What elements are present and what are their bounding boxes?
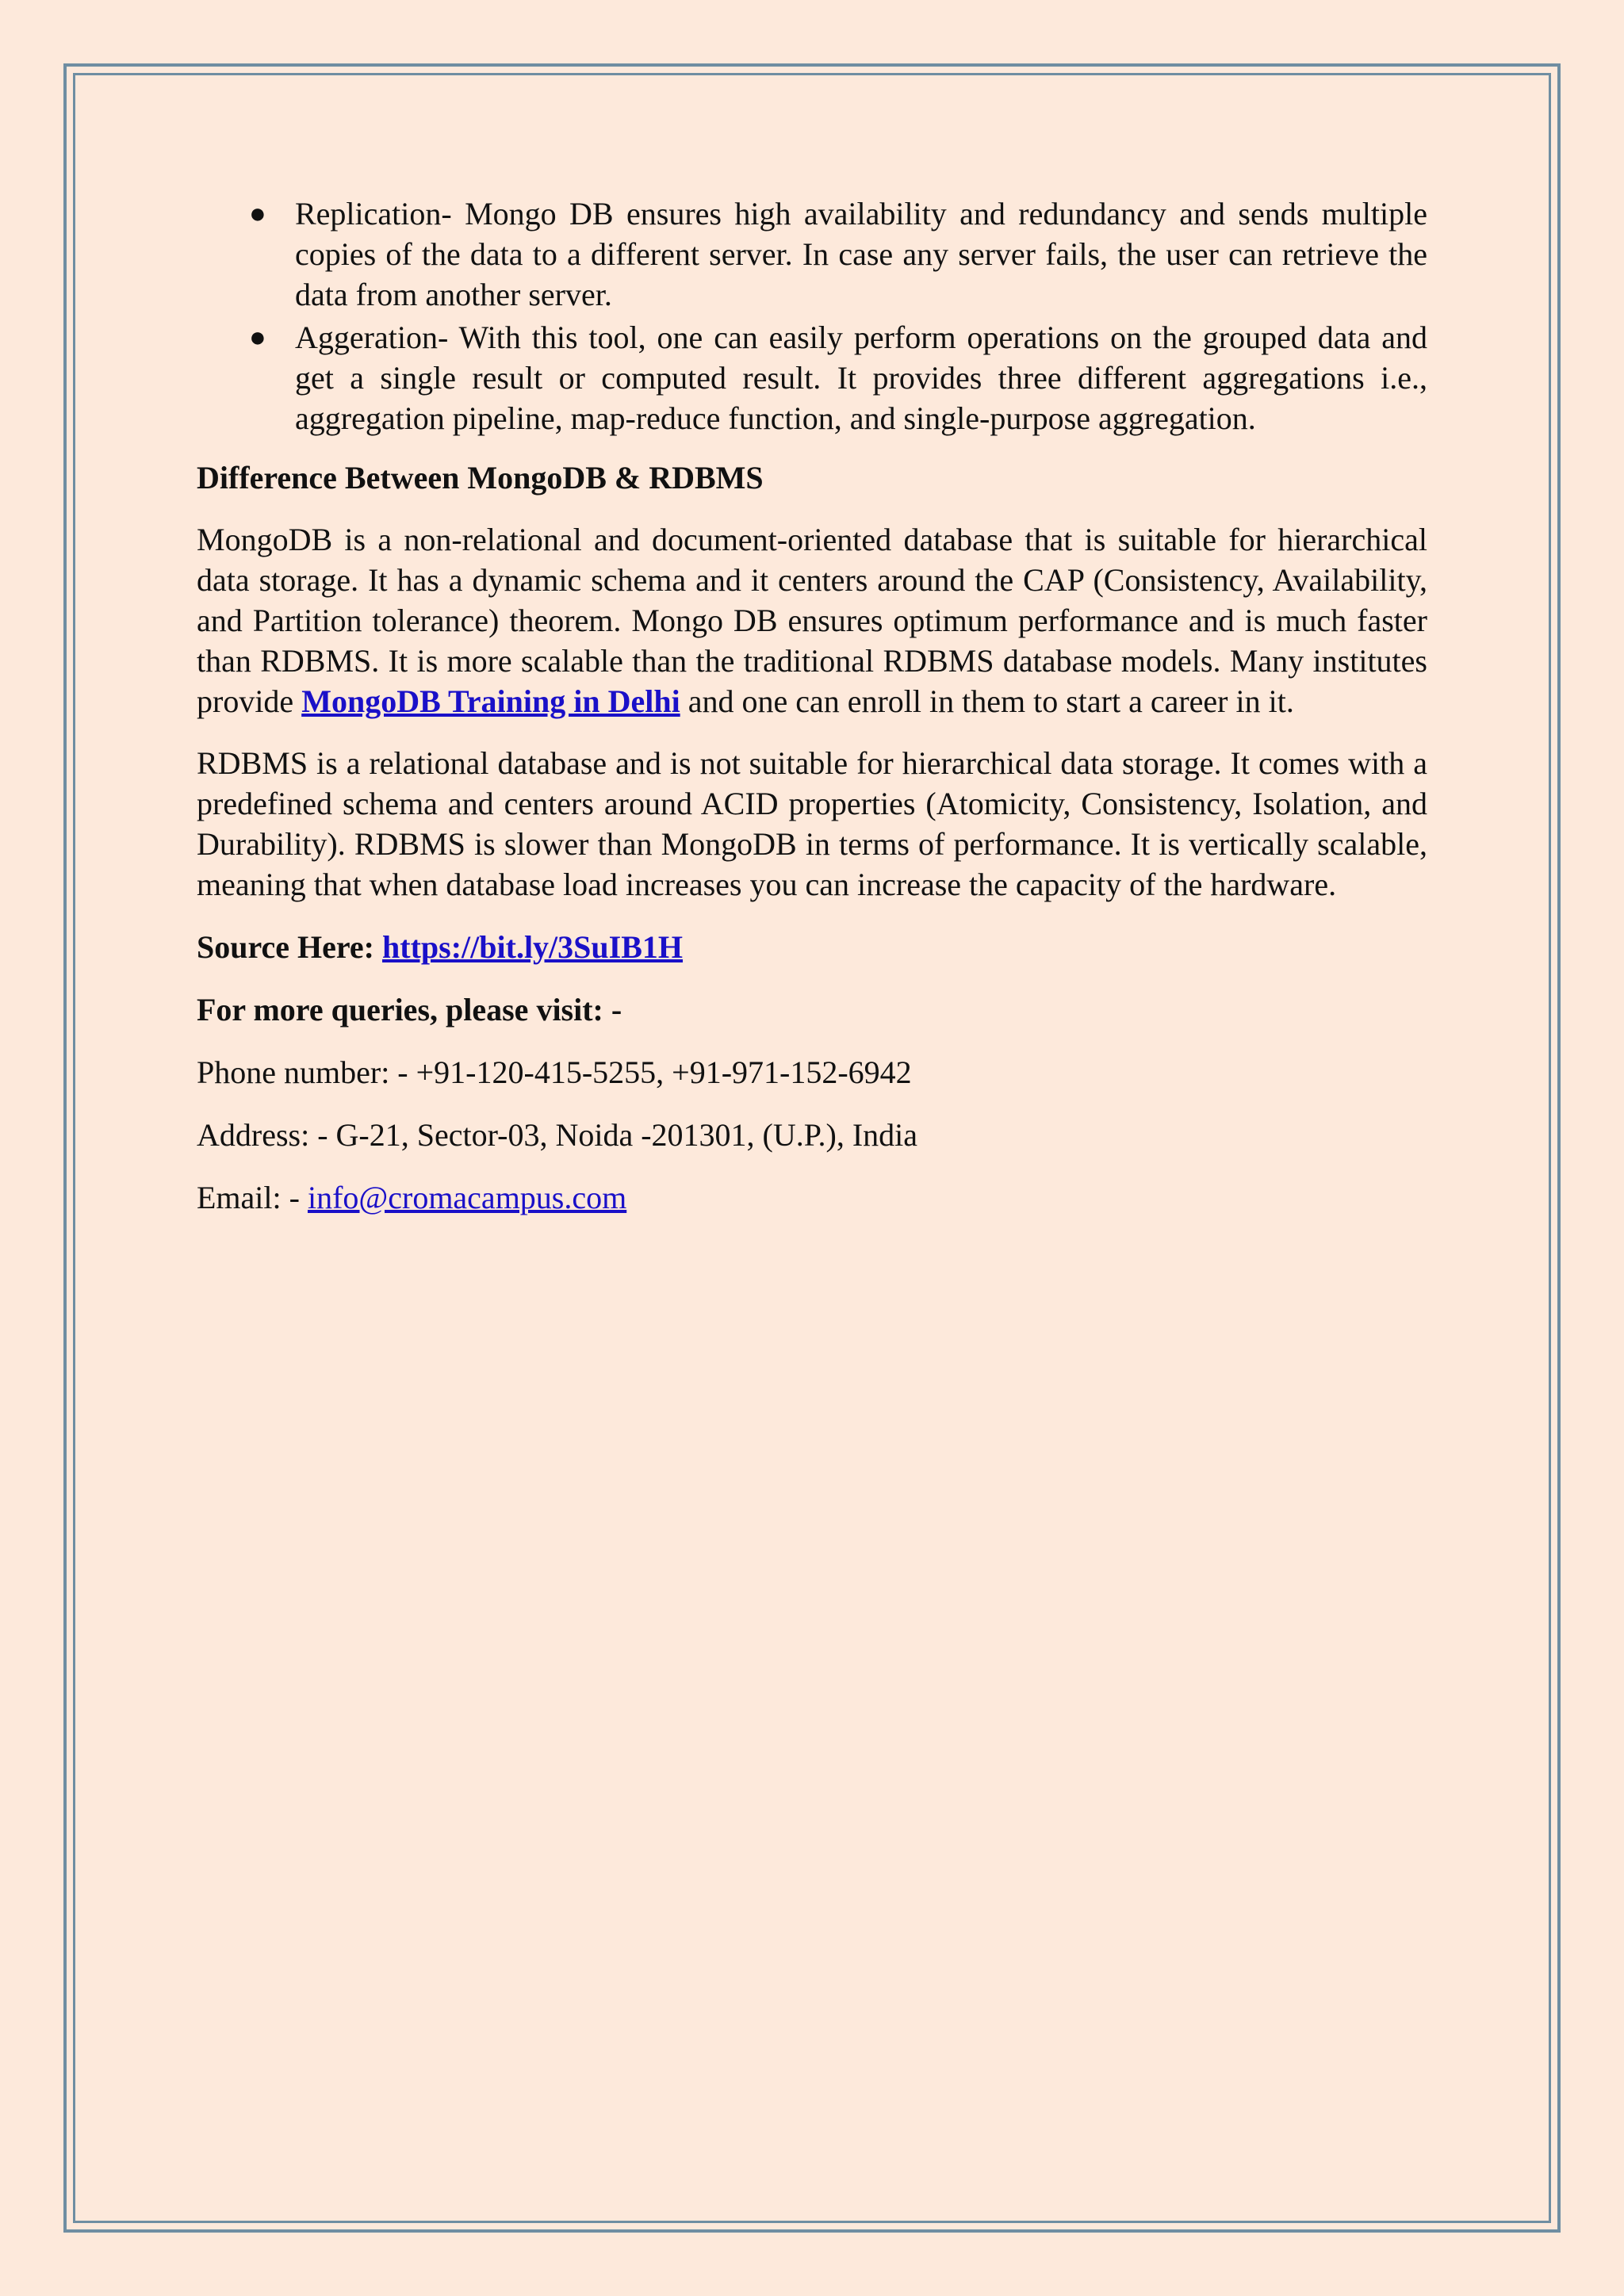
paragraph-rdbms: RDBMS is a relational database and is not suitable for hierarchical data storage. It comes with a predefined schema and centers around ACID properties (Atomicity, Consistency, Isolation, and Durability). RDBMS is slower than MongoDB in terms of performance. It is vertically scalable, meaning that when database load increases you can increase the capacity of the hardware. [197,745,1427,902]
list-item [197,193,1427,315]
paragraph-text: MongoDB is a non-relational and document-oriented database that is suitable for hierarchical data storage. It has a dynamic schema and it centers around the CAP (Consistency, Availability, and Partition tolerance) theorem. Mongo DB ensures optimum performance and is much faster than RDBMS. It is more scalable than the traditional RDBMS database models. Many institutes provide [197,522,1427,719]
feature-list [197,193,1427,438]
source-link[interactable]: https://bit.ly/3SuIB1H [382,929,684,965]
email-link[interactable]: info@cromacampus.com [307,1180,627,1215]
email-label: Email: - [197,1180,308,1215]
paragraph-mongodb [197,519,1427,721]
list-item-text: Replication- Mongo DB ensures high availability and redundancy and sends multiple copies of the data to a different server. In case any server fails, the user can retrieve the data from another server. [295,196,1427,312]
phone-line: Phone number: - +91-120-415-5255, +91-971-152-6942 [197,1054,912,1090]
address-line: Address: - G-21, Sector-03, Noida -201301, (U.P.), India [197,1117,918,1153]
training-link[interactable]: MongoDB Training in Delhi [301,683,680,719]
list-item [197,317,1427,438]
bullet-icon: ● [249,321,266,353]
section-heading: Difference Between MongoDB & RDBMS [197,460,764,496]
document-body [197,193,1427,1218]
paragraph-text: and one can enroll in them to start a career in it. [680,683,1294,719]
queries-label: For more queries, please visit: - [197,992,622,1027]
source-label: Source Here: [197,929,383,965]
source-line [197,927,1427,967]
email-line [197,1177,1427,1218]
bullet-icon: ● [249,197,266,229]
list-item-text: Aggeration- With this tool, one can easily perform operations on the grouped data and get a single result or computed result. It provides three different aggregations i.e., aggregation pipeline, map-reduce function, and single-purpose aggregation. [295,320,1427,436]
